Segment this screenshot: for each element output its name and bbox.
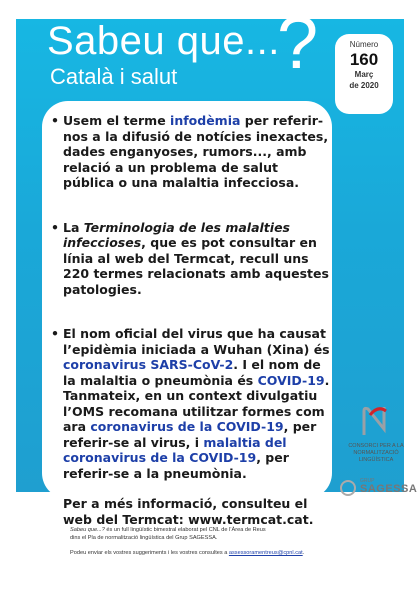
item-text: La xyxy=(63,219,84,235)
item-text: , per referir-se al virus, i xyxy=(63,419,317,450)
cpnl-logo xyxy=(340,405,412,464)
question-mark: ? xyxy=(277,1,319,84)
content-text xyxy=(51,113,331,527)
bullet-icon: • xyxy=(51,113,59,128)
item-text: . Tanmateix, en un context divulgatiu l’OMS recomana utilitzar formes com ara xyxy=(63,372,330,434)
item-text: per referir-nos a la difusió de notícies inexactes, dades enganyoses, rumors..., amb relació a un problema de salut pública o una malaltia infecciosa. xyxy=(63,113,329,190)
bullet-icon: • xyxy=(51,326,59,341)
issue-year: de 2020 xyxy=(349,81,379,90)
cpnl-logo-icon xyxy=(356,405,396,437)
sagessa-logo xyxy=(340,478,418,500)
list-item xyxy=(51,326,331,481)
term-popular-virus: coronavirus de la COVID-19 xyxy=(90,419,284,434)
issue-label: Número xyxy=(349,40,379,49)
item-text: Usem el terme xyxy=(63,113,171,128)
footer-text: és un full lingüístic bimestral elaborat pel CNL de l’Àrea de Reus xyxy=(104,527,266,533)
bullet-icon: • xyxy=(51,219,59,235)
footer-title: Sabeu que...? xyxy=(70,527,105,533)
footer-text: . xyxy=(302,550,305,556)
footer-line xyxy=(70,526,400,534)
item-text: El nom oficial del virus que ha causat l’epidèmia iniciada a Wuhan (Xina) és xyxy=(63,326,330,357)
term-disease: COVID-19 xyxy=(257,372,325,388)
term-popular-disease: malaltia del coronavirus de la COVID-19 xyxy=(63,434,287,465)
grup-label: GRUP xyxy=(360,478,375,484)
footer-text: Podeu enviar els vostres suggeriments i les vostres consultes a xyxy=(70,550,229,556)
page-title: Sabeu que... xyxy=(47,19,280,63)
list-item xyxy=(51,113,331,191)
page-subtitle: Català i salut xyxy=(50,64,178,89)
issue-badge xyxy=(335,34,393,114)
footer xyxy=(70,526,400,557)
item-text: . I el nom de la malaltia o pneumònia és xyxy=(63,357,321,388)
sagessa-logo-icon xyxy=(340,480,356,496)
list-item xyxy=(51,219,331,298)
cpnl-text: CONSORCI PER A LA NORMALITZACIÓ LINGÜÍSTICA xyxy=(348,443,404,463)
item-text: , que es pot consultar en línia al web del Termcat, recull uns 220 termes relacionats amb aquestes patologies. xyxy=(63,235,329,297)
email-link[interactable]: assessoramentreus@cpnl.cat xyxy=(228,550,303,556)
issue-month: Març xyxy=(354,70,374,79)
book-title: Terminologia de les malalties infeccioses xyxy=(63,219,290,250)
item-text: , per referir-se a la pneumònia. xyxy=(63,450,289,481)
term-virus: coronavirus SARS-CoV-2 xyxy=(63,357,234,372)
more-info: Per a més informació, consulteu el web del Termcat: www.termcat.cat. xyxy=(63,496,314,527)
footer-line: dins el Pla de normalització lingüística del Grup SAGESSA. xyxy=(70,535,218,541)
sagessa-name: SAGESSA xyxy=(360,483,418,495)
issue-number: 160 xyxy=(349,50,379,69)
term-infodemia: infodèmia xyxy=(170,113,241,128)
footer-line xyxy=(70,549,400,557)
